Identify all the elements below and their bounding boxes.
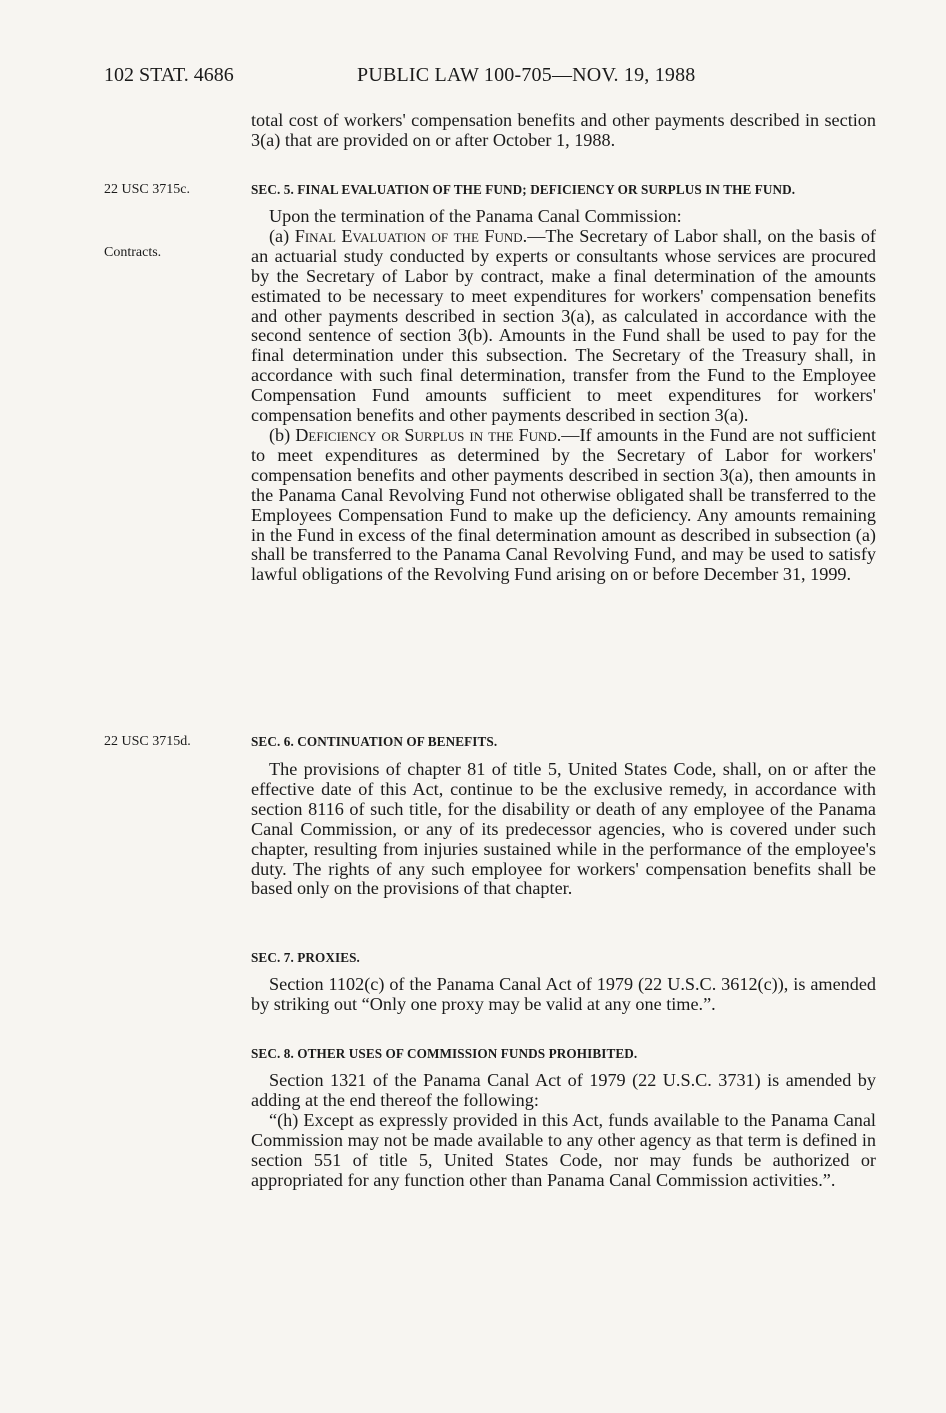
section-8-subsection-h: “(h) Except as expressly provided in this Act, funds available to the Panama Canal Commission may not be made available to any other agency as that term is defined in section 551 of title 5, United States Code, nor may funds be authorized or appropriated for any function other than Panama Canal Commission activities.”. xyxy=(251,1109,876,1190)
subsection-a-text: —The Secretary of Labor shall, on the basis of an actuarial study conducted by experts or consultants whose services are procured by the Secretary of Labor by contract, make a final determination of the amounts estimated to be necessary to meet expenditures for workers' compensation benefits and other payments described in section 3(a), as calculated in accordance with the second sentence of section 3(b). Amounts in the Fund shall be used to pay for the final determination under this subsection. The Secretary of the Treasury shall, in accordance with such final determination, transfer from the Fund to the Employee Compensation Fund amounts sufficient to meet expenditures for workers' compensation benefits and other payments described in section 3(a). xyxy=(251,225,876,426)
stat-reference: 102 STAT. 4686 xyxy=(104,64,234,86)
subsection-a-prefix: (a) xyxy=(269,225,290,246)
section-8-heading: SEC. 8. OTHER USES OF COMMISSION FUNDS PROHIBITED. xyxy=(251,1046,638,1061)
subsection-b-prefix: (b) xyxy=(269,424,291,445)
section-6-text: The provisions of chapter 81 of title 5, United States Code, shall, on or after the effective date of this Act, continue to be the exclusive remedy, in accordance with section 8116 of such title, for the disability or death of any employee of the Panama Canal Commission, or any of its predecessor agencies, who is covered under such chapter, resulting from injuries sustained while in the performance of the employee's duty. The rights of any such employee for workers' compensation benefits shall be based only on the provisions of that chapter. xyxy=(251,759,876,899)
intro-paragraph-block xyxy=(251,111,876,151)
section-7-text: Section 1102(c) of the Panama Canal Act of 1979 (22 U.S.C. 3612(c)), is amended by striking out “Only one proxy may be valid at any one time.”. xyxy=(251,974,876,1014)
section-7-heading: SEC. 7. PROXIES. xyxy=(251,950,360,965)
section-5-subsection-b xyxy=(251,426,876,585)
margin-note-contracts: Contracts. xyxy=(104,245,162,260)
section-6-heading: SEC. 6. CONTINUATION OF BENEFITS. xyxy=(251,734,498,749)
section-5-lead: Upon the termination of the Panama Canal Commission: xyxy=(269,206,682,226)
section-5-subsection-a xyxy=(251,227,876,426)
section-8-block xyxy=(251,1044,876,1190)
intro-paragraph: total cost of workers' compensation benefits and other payments described in section 3(a) that are provided on or after October 1, 1988. xyxy=(251,110,876,150)
law-reference: PUBLIC LAW 100-705—NOV. 19, 1988 xyxy=(357,64,696,86)
section-8-text: Section 1321 of the Panama Canal Act of 1979 (22 U.S.C. 3731) is amended by adding at the end thereof the following: xyxy=(251,1070,876,1110)
section-6-block xyxy=(251,732,876,899)
subsection-b-title: Deficiency or Surplus in the Fund. xyxy=(295,424,562,445)
section-5-heading: SEC. 5. FINAL EVALUATION OF THE FUND; DEFICIENCY OR SURPLUS IN THE FUND. xyxy=(251,182,796,197)
subsection-a-title: Final Evaluation of the Fund. xyxy=(294,225,528,246)
section-7-block xyxy=(251,948,876,1015)
margin-note-usc-3715d: 22 USC 3715d. xyxy=(104,734,191,749)
subsection-b-text: —If amounts in the Fund are not sufficient to meet expenditures as determined by the Secretary of Labor for workers' compensation benefits and other payments described in section 3(a), then amounts in the Panama Canal Revolving Fund not otherwise obligated shall be transferred to the Employees Compensation Fund to make up the deficiency. Any amounts remaining in the Fund in excess of the final determination amount as described in subsection (a) shall be transferred to the Panama Canal Revolving Fund, and may be used to satisfy lawful obligations of the Revolving Fund arising on or before December 31, 1999. xyxy=(251,424,877,585)
section-5-block xyxy=(251,180,876,585)
page-header xyxy=(104,64,886,90)
margin-note-usc-3715c: 22 USC 3715c. xyxy=(104,182,190,197)
